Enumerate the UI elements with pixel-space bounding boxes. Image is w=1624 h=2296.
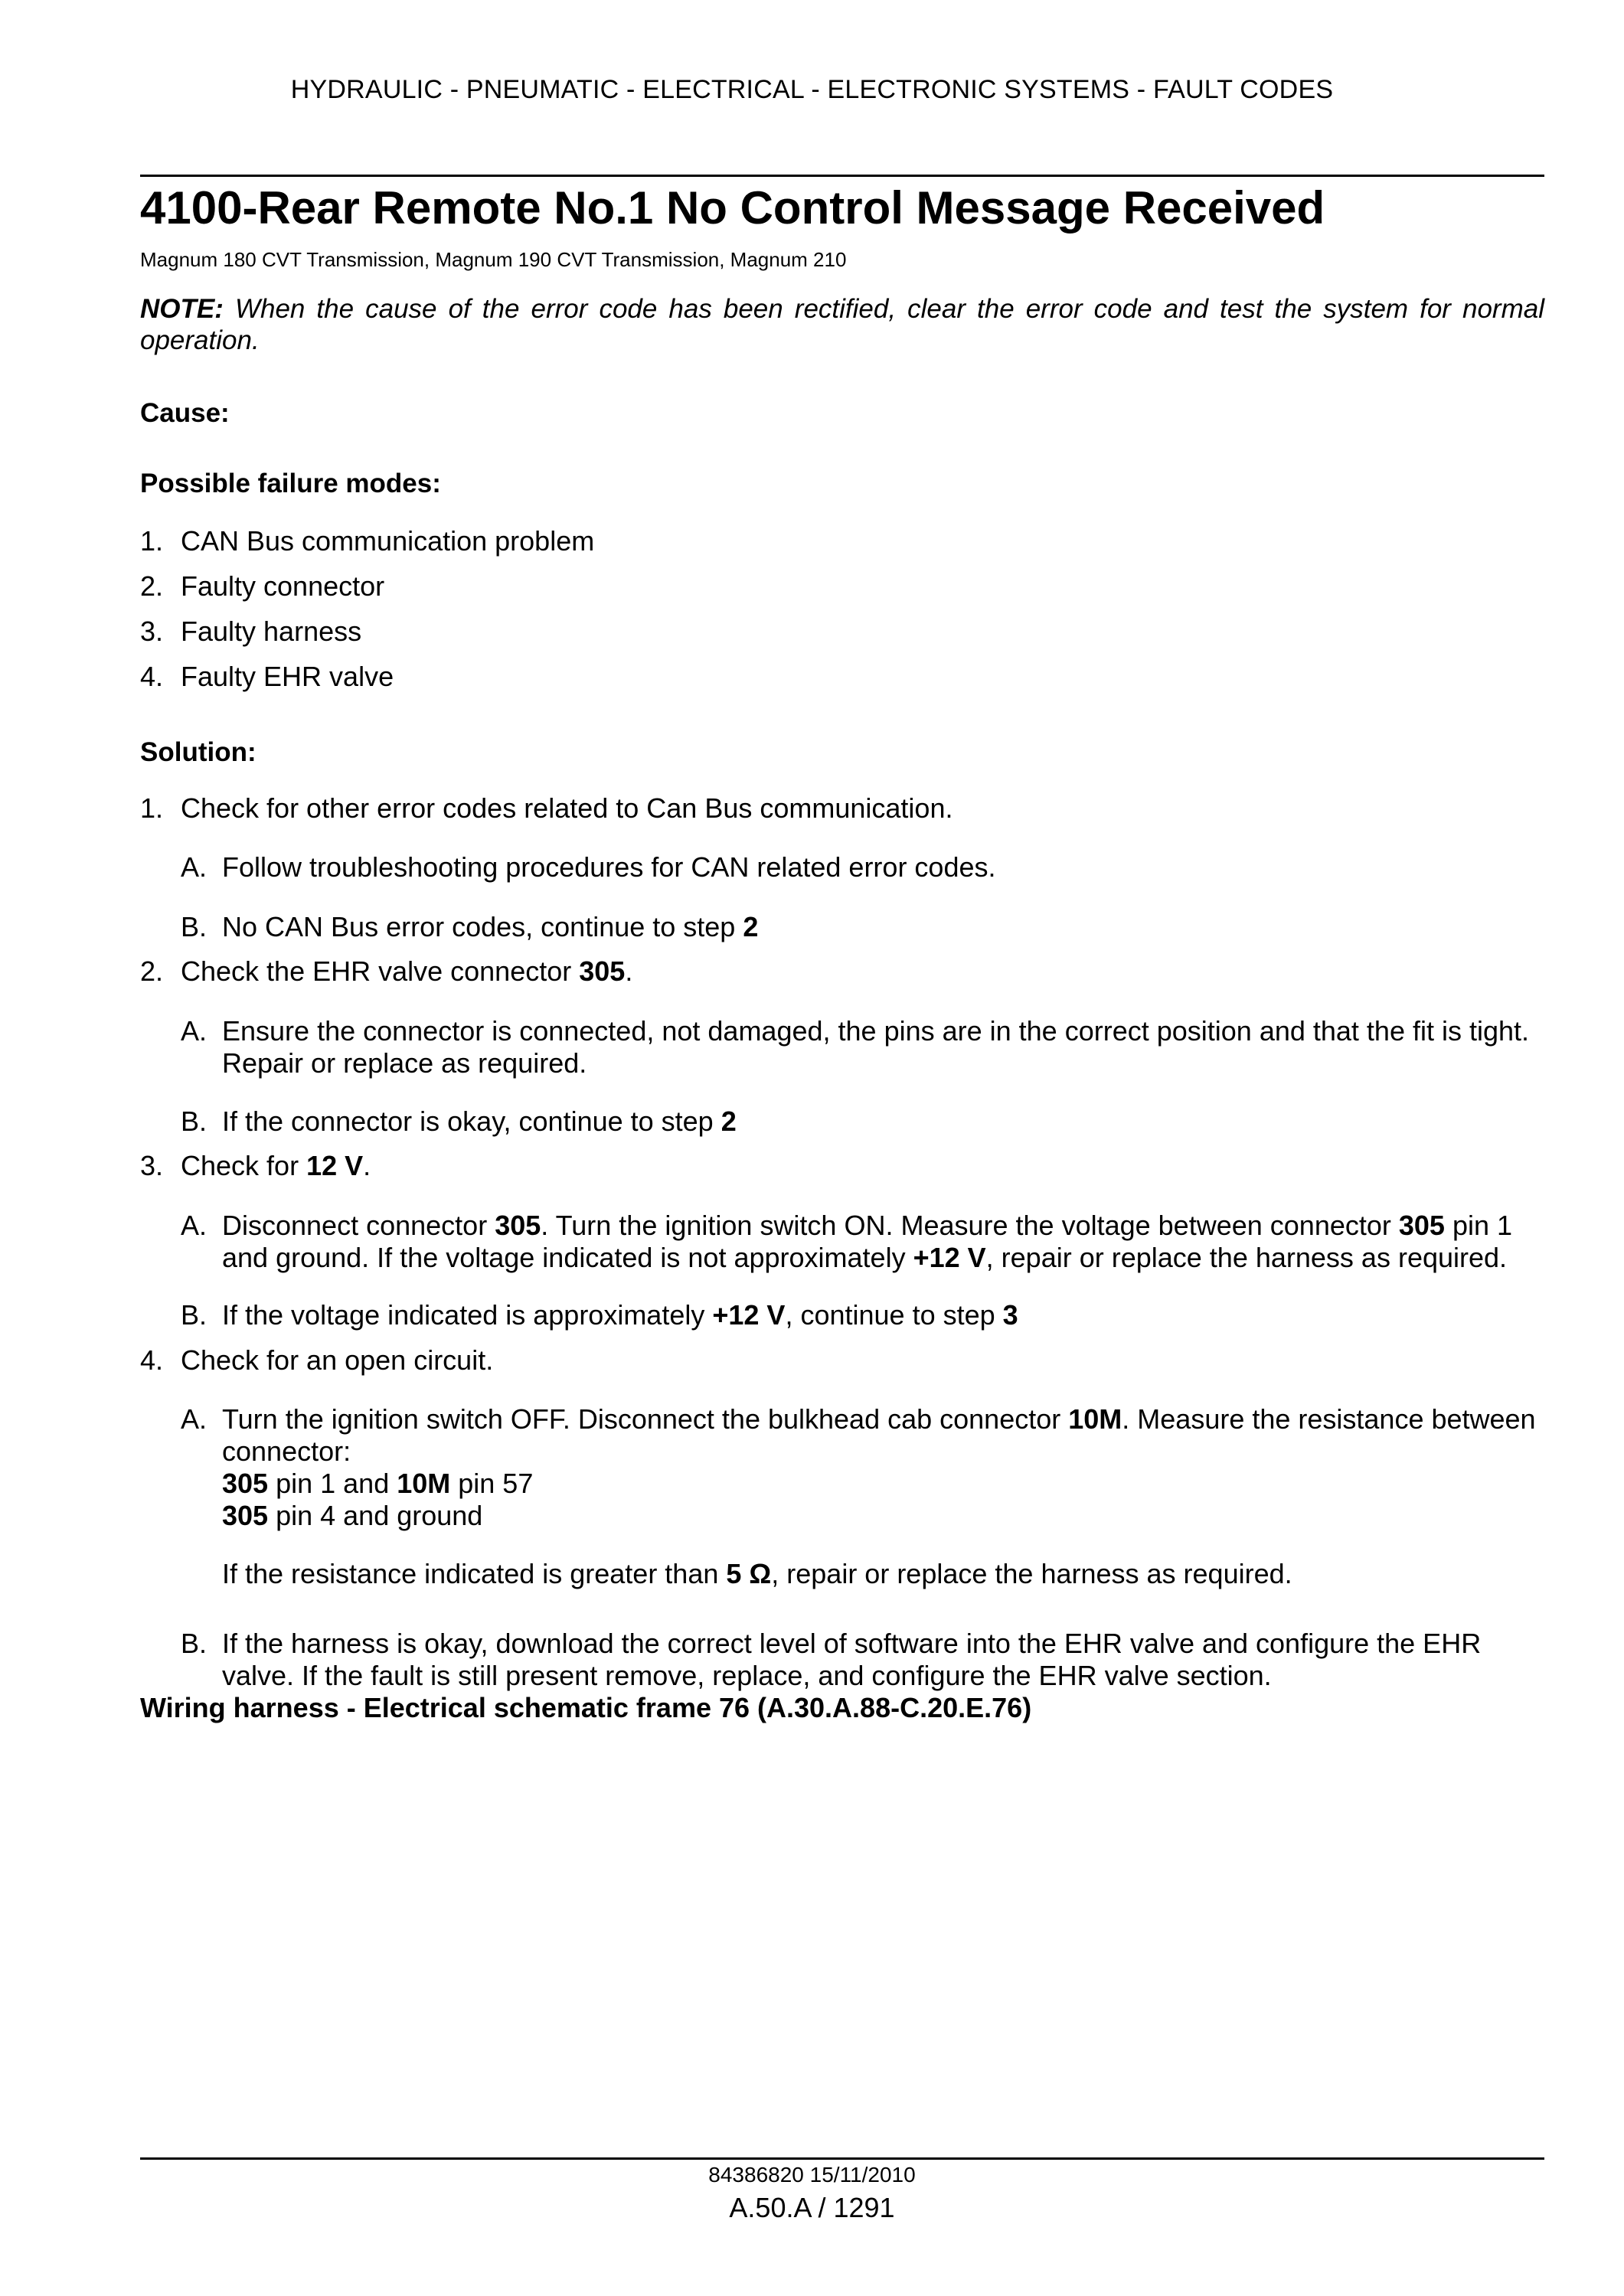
substep-text: Disconnect connector 305. Turn the ignition switch ON. Measure the voltage between connector 305 pin 1 and ground. If the voltage indicated is not approximately +12 V, repair or replace the harness as required. <box>222 1210 1513 1273</box>
step-number: 3. <box>140 1150 164 1181</box>
running-head: HYDRAULIC - PNEUMATIC - ELECTRICAL - ELECTRONIC SYSTEMS - FAULT CODES <box>290 75 1334 104</box>
substep-text: Follow troubleshooting procedures for CAN related error codes. <box>222 851 996 883</box>
note-label: NOTE: <box>140 294 224 324</box>
note-text: When the cause of the error code has been rectified, clear the error code and test the system for normal operation. <box>140 294 1544 355</box>
item-text: Faulty connector <box>181 570 385 602</box>
step-number: 1. <box>140 792 164 824</box>
step-text: Check the EHR valve connector 305. <box>181 955 633 987</box>
cross-reference-link[interactable]: Wiring harness - Electrical schematic frame 76 (A.30.A.88-C.20.E.76) <box>140 1692 1032 1723</box>
cause-heading: Cause: <box>140 398 230 428</box>
top-rule <box>140 175 1544 177</box>
bottom-rule <box>140 2157 1544 2160</box>
step-number: 4. <box>140 1344 164 1376</box>
substep-letter: A. <box>181 1015 207 1047</box>
substep-text: No CAN Bus error codes, continue to step 2 <box>222 911 759 942</box>
resistance-paragraph: If the resistance indicated is greater than 5 Ω, repair or replace the harness as required. <box>222 1558 1292 1589</box>
substep-letter: B. <box>181 1299 207 1331</box>
substep-text: Ensure the connector is connected, not damaged, the pins are in the correct position and that the fit is tight. Repair or replace as required. <box>222 1015 1530 1079</box>
item-number: 4. <box>140 661 164 692</box>
document-id: 84386820 15/11/2010 <box>708 2163 916 2187</box>
substep-letter: B. <box>181 911 207 942</box>
model-list: Magnum 180 CVT Transmission, Magnum 190 CVT Transmission, Magnum 210 <box>140 248 847 271</box>
step-text: Check for an open circuit. <box>181 1344 494 1376</box>
substep-letter: B. <box>181 1106 207 1137</box>
item-number: 3. <box>140 616 164 647</box>
step-number: 2. <box>140 955 164 987</box>
step-text: Check for 12 V. <box>181 1150 371 1181</box>
item-text: CAN Bus communication problem <box>181 525 595 557</box>
substep-letter: A. <box>181 1403 207 1435</box>
substep-text: Turn the ignition switch OFF. Disconnect the bulkhead cab connector 10M. Measure the resistance between connector: 305 pin 1 and 10M pin 57 305 pin 4 and ground <box>222 1403 1536 1531</box>
substep-letter: A. <box>181 1210 207 1241</box>
note <box>140 293 1544 356</box>
item-text: Faulty harness <box>181 616 362 647</box>
substep-letter: A. <box>181 851 207 883</box>
step-text: Check for other error codes related to Can Bus communication. <box>181 792 953 824</box>
failure-modes-heading: Possible failure modes: <box>140 469 441 498</box>
solution-heading: Solution: <box>140 737 257 767</box>
page-title: 4100-Rear Remote No.1 No Control Message Received <box>140 182 1325 234</box>
substep-letter: B. <box>181 1628 207 1659</box>
page-number: A.50.A / 1291 <box>729 2192 895 2223</box>
item-number: 2. <box>140 570 164 602</box>
substep-text: If the voltage indicated is approximately +12 V, continue to step 3 <box>222 1299 1018 1331</box>
item-number: 1. <box>140 525 164 557</box>
substep-text: If the connector is okay, continue to step 2 <box>222 1106 737 1137</box>
item-text: Faulty EHR valve <box>181 661 394 692</box>
substep-text: If the harness is okay, download the correct level of software into the EHR valve and configure the EHR valve. If the fault is still present remove, replace, and configure the EHR valve section. <box>222 1628 1482 1691</box>
